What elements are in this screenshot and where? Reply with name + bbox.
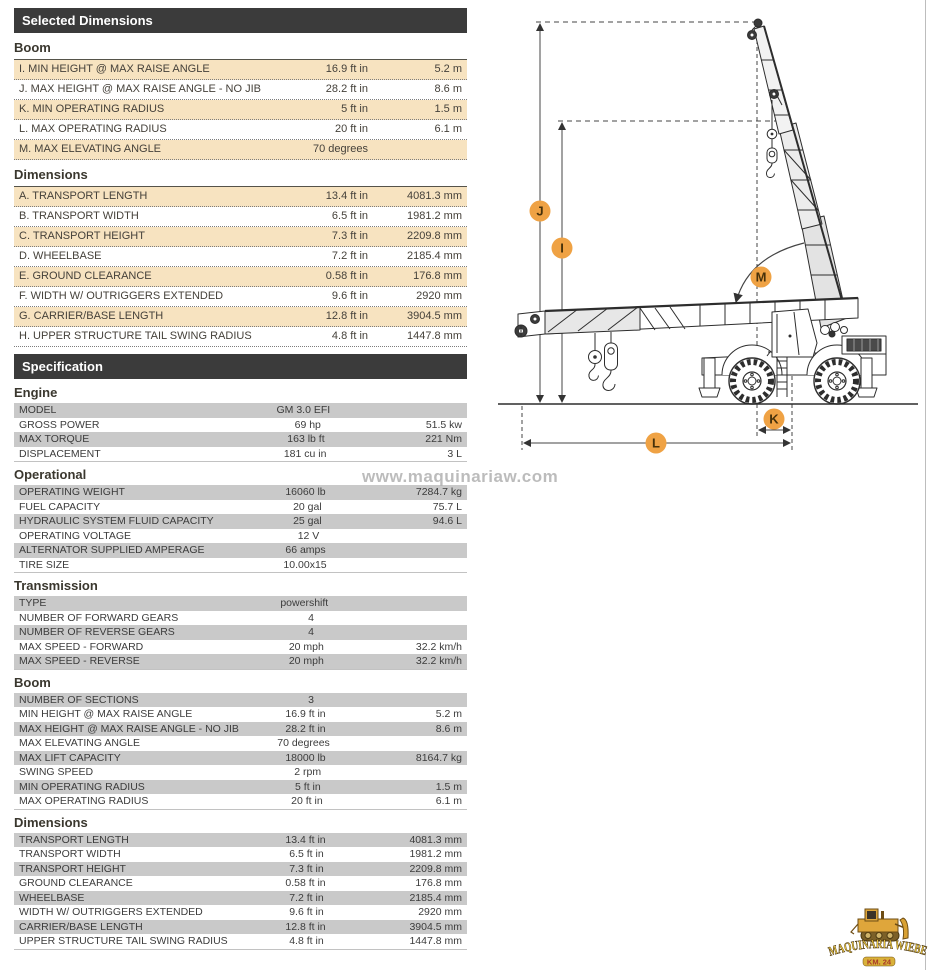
cell-metric: 1447.8 mm [406, 330, 462, 342]
section-heading: Engine [14, 385, 58, 400]
table-row [14, 267, 467, 287]
cell-metric: 6.1 m [434, 123, 462, 135]
cell-metric: 51.5 kw [425, 418, 462, 431]
cell-metric: 32.2 km/h [415, 640, 462, 653]
cell-label: WIDTH W/ OUTRIGGERS EXTENDED [19, 906, 203, 918]
cell-metric: 2185.4 mm [406, 250, 462, 262]
cell-imperial: 16.9 ft in [285, 708, 326, 720]
table-row [14, 187, 467, 207]
label-l-text: L [652, 435, 660, 451]
cell-label: MAX SPEED - REVERSE [19, 655, 140, 667]
spec-table [14, 693, 467, 810]
cell-imperial: powershift [280, 597, 329, 609]
dimension-label-l [646, 433, 667, 454]
cell-label: C. TRANSPORT HEIGHT [19, 230, 145, 242]
cell-label: NUMBER OF REVERSE GEARS [19, 626, 175, 638]
cell-imperial: 0.58 ft in [325, 270, 368, 282]
cell-metric: 2920 mm [418, 906, 462, 918]
cell-imperial: 16.9 ft in [325, 63, 368, 75]
cell-label: G. CARRIER/BASE LENGTH [19, 310, 164, 322]
table-row [14, 60, 467, 80]
cell-label: MIN HEIGHT @ MAX RAISE ANGLE [19, 708, 193, 720]
cell-metric: 1981.2 mm [406, 210, 462, 222]
table-row [14, 596, 467, 611]
cell-metric: 2209.8 mm [406, 230, 462, 242]
cell-imperial: 69 hp [294, 418, 321, 431]
cell-label: FUEL CAPACITY [19, 500, 101, 513]
cell-label: CARRIER/BASE LENGTH [19, 920, 143, 933]
outrigger-left [704, 358, 715, 388]
cell-metric: 221 Nm [425, 433, 462, 445]
cell-label: F. WIDTH W/ OUTRIGGERS EXTENDED [19, 290, 224, 302]
ladder [777, 355, 787, 397]
cell-imperial: 5 ft in [341, 103, 368, 115]
cell-label: J. MAX HEIGHT @ MAX RAISE ANGLE - NO JIB [19, 83, 262, 95]
cell-label: K. MIN OPERATING RADIUS [19, 103, 165, 115]
cell-imperial: 16060 lb [285, 486, 326, 498]
table-row [14, 654, 467, 669]
table-row [14, 780, 467, 795]
outrigger-right [861, 358, 872, 388]
table-row [14, 514, 467, 529]
cell-label: HYDRAULIC SYSTEM FLUID CAPACITY [19, 515, 214, 527]
cell-label: MAX LIFT CAPACITY [19, 751, 121, 764]
cell-label: L. MAX OPERATING RADIUS [19, 123, 167, 135]
table-row [14, 418, 467, 433]
table-row [14, 640, 467, 655]
cell-label: TIRE SIZE [19, 558, 70, 571]
horizontal-boom-tip-sheave-icon [515, 311, 545, 337]
cell-imperial: 70 degrees [277, 737, 330, 749]
crane-diagram [490, 0, 931, 470]
table-row [14, 327, 467, 347]
cell-metric: 7284.7 kg [415, 486, 462, 498]
cell-imperial: 66 amps [285, 544, 326, 556]
table-row [14, 847, 467, 862]
cell-metric [314, 693, 467, 708]
table-row [14, 543, 467, 558]
cell-label: SWING SPEED [19, 766, 94, 778]
ball-hook [589, 333, 602, 380]
cell-label: ALTERNATOR SUPPLIED AMPERAGE [19, 544, 205, 556]
cell-label: MAX HEIGHT @ MAX RAISE ANGLE - NO JIB [19, 722, 239, 735]
section-heading: Dimensions [14, 167, 88, 182]
cell-metric: 6.1 m [435, 795, 462, 807]
cell-label: M. MAX ELEVATING ANGLE [19, 143, 162, 155]
table-row [14, 876, 467, 891]
cell-imperial: 5 ft in [295, 780, 321, 793]
cell-metric: 32.2 km/h [415, 655, 462, 667]
cell-label: GROSS POWER [19, 418, 100, 431]
section-heading: Boom [14, 40, 51, 55]
cell-imperial: 181 cu in [283, 447, 327, 460]
cell-imperial: 20 mph [288, 655, 324, 667]
cell-imperial: 12 V [297, 529, 320, 542]
selected-dimensions-title: Selected Dimensions [22, 13, 153, 28]
cell-label: MIN OPERATING RADIUS [19, 780, 145, 793]
cell-label: H. UPPER STRUCTURE TAIL SWING RADIUS [19, 330, 252, 342]
operator-cab [772, 309, 817, 357]
cell-imperial: 13.4 ft in [325, 190, 368, 202]
cell-label: NUMBER OF FORWARD GEARS [19, 611, 179, 624]
section-heading: Transmission [14, 578, 98, 593]
cell-label: TRANSPORT HEIGHT [19, 862, 126, 875]
cell-metric: 4081.3 mm [409, 833, 462, 846]
cell-imperial: 4.8 ft in [289, 935, 324, 947]
cell-imperial: 3 [308, 693, 314, 706]
crane-diagram-svg [490, 0, 931, 470]
cell-metric: 8.6 m [435, 722, 462, 735]
table-row [14, 80, 467, 100]
crane-drawing [498, 19, 918, 404]
cell-metric: 2209.8 mm [409, 862, 462, 875]
table-row [14, 905, 467, 920]
table-row [14, 707, 467, 722]
cell-label: I. MIN HEIGHT @ MAX RAISE ANGLE [19, 63, 210, 75]
cell-metric: 3904.5 mm [406, 310, 462, 322]
cell-metric: 8164.7 kg [415, 751, 462, 764]
cell-label: OPERATING WEIGHT [19, 486, 125, 498]
cell-metric: 1.5 m [434, 103, 462, 115]
cell-imperial: GM 3.0 EFI [276, 404, 331, 416]
spec-tables-column [14, 8, 467, 950]
cell-label: UPPER STRUCTURE TAIL SWING RADIUS [19, 935, 228, 947]
cell-metric [314, 625, 467, 640]
cell-label: DISPLACEMENT [19, 447, 101, 460]
cell-metric: 94.6 L [432, 515, 462, 527]
cell-imperial: 12.8 ft in [325, 310, 368, 322]
specification-header [14, 354, 467, 379]
table-row [14, 120, 467, 140]
cell-metric: 176.8 mm [413, 270, 462, 282]
cell-metric: 1.5 m [435, 780, 462, 793]
cell-metric [328, 596, 467, 611]
logo-km-text: KM. 24 [866, 957, 892, 967]
cell-metric: 2920 mm [416, 290, 462, 302]
cell-imperial: 28.2 ft in [285, 722, 326, 735]
cell-metric: 1447.8 mm [409, 935, 462, 947]
table-row [14, 794, 467, 809]
cell-imperial: 7.3 ft in [289, 862, 324, 875]
table-row [14, 432, 467, 447]
table-row [14, 207, 467, 227]
table-row [14, 485, 467, 500]
cell-imperial: 12.8 ft in [285, 920, 326, 933]
cell-metric [368, 140, 467, 159]
cell-label: MODEL [19, 404, 57, 416]
cell-label: MAX TORQUE [19, 433, 90, 445]
cell-imperial: 20 ft in [334, 123, 368, 135]
cell-metric [314, 611, 467, 626]
cell-label: TRANSPORT WIDTH [19, 848, 121, 860]
table-row [14, 140, 467, 160]
cell-imperial: 9.6 ft in [331, 290, 368, 302]
cell-imperial: 25 gal [293, 515, 322, 527]
cell-metric: 5.2 m [434, 63, 462, 75]
table-row [14, 558, 467, 573]
cell-metric: 176.8 mm [415, 877, 462, 889]
table-row [14, 307, 467, 327]
section-heading: Dimensions [14, 814, 88, 830]
selected-dimensions-tables [14, 40, 467, 347]
cell-label: MAX OPERATING RADIUS [19, 795, 149, 807]
cell-imperial: 10.00x15 [283, 558, 327, 571]
cell-metric: 3 L [447, 447, 462, 460]
table-row [14, 693, 467, 708]
cell-metric: 5.2 m [435, 708, 462, 720]
spec-table [14, 186, 467, 347]
cell-label: TYPE [19, 597, 47, 609]
cell-metric: 1981.2 mm [409, 848, 462, 860]
cell-imperial: 20 mph [288, 640, 324, 653]
cell-imperial: 4.8 ft in [331, 330, 368, 342]
label-j-text: J [536, 203, 544, 219]
table-row [14, 529, 467, 544]
specification-tables [14, 385, 467, 950]
table-row [14, 247, 467, 267]
cell-imperial: 28.2 ft in [325, 83, 368, 95]
cell-imperial: 70 degrees [312, 143, 368, 155]
cell-label: A. TRANSPORT LENGTH [19, 190, 148, 202]
cell-metric [330, 403, 467, 418]
table-row [14, 891, 467, 906]
table-row [14, 736, 467, 751]
label-i-text: I [560, 240, 564, 256]
cell-metric: 75.7 L [432, 500, 462, 513]
table-row [14, 765, 467, 780]
cell-label: E. GROUND CLEARANCE [19, 270, 152, 282]
cell-metric: 4081.3 mm [406, 190, 462, 202]
rear-wheel [814, 358, 860, 404]
table-row [14, 227, 467, 247]
spec-table [14, 833, 467, 950]
spec-table [14, 485, 467, 573]
cell-label: TRANSPORT LENGTH [19, 833, 129, 846]
cell-imperial: 18000 lb [285, 751, 326, 764]
cell-metric: 2185.4 mm [409, 891, 462, 904]
cell-imperial: 163 lb ft [287, 433, 325, 445]
cell-metric [321, 765, 467, 780]
cell-imperial: 7.2 ft in [331, 250, 368, 262]
table-row [14, 287, 467, 307]
dimension-label-m [751, 267, 772, 288]
section-heading: Boom [14, 674, 51, 690]
spec-table [14, 596, 467, 670]
cell-imperial: 7.2 ft in [289, 891, 324, 904]
cell-label: NUMBER OF SECTIONS [19, 693, 139, 706]
spec-table [14, 59, 467, 160]
cell-label: B. TRANSPORT WIDTH [19, 210, 139, 222]
cell-imperial: 2 rpm [294, 766, 322, 778]
table-row [14, 722, 467, 737]
cell-metric: 3904.5 mm [409, 920, 462, 933]
cell-imperial: 13.4 ft in [285, 833, 326, 846]
cell-label: OPERATING VOLTAGE [19, 529, 132, 542]
cell-label: WHEELBASE [19, 891, 85, 904]
cell-imperial: 9.6 ft in [289, 906, 324, 918]
table-row [14, 403, 467, 418]
table-row [14, 862, 467, 877]
cell-imperial: 20 gal [293, 500, 322, 513]
label-m-text: M [755, 269, 767, 285]
dimension-label-j [530, 201, 551, 222]
front-wheel [729, 358, 775, 404]
cell-label: GROUND CLEARANCE [19, 877, 133, 889]
dimension-label-i [552, 238, 573, 259]
table-row [14, 447, 467, 462]
cell-label: D. WHEELBASE [19, 250, 102, 262]
table-row [14, 751, 467, 766]
logo-name-text [827, 936, 929, 959]
table-row [14, 920, 467, 935]
dimension-label-k [764, 409, 785, 430]
cell-metric [326, 543, 467, 558]
cell-imperial: 6.5 ft in [289, 848, 324, 860]
spec-table [14, 403, 467, 462]
cell-metric [319, 529, 467, 544]
specification-title: Specification [22, 359, 103, 374]
cell-metric: 8.6 m [434, 83, 462, 95]
cell-imperial: 0.58 ft in [285, 877, 326, 889]
table-row [14, 500, 467, 515]
cell-imperial: 6.5 ft in [331, 210, 368, 222]
logo-name-textpath: MAQUINARIA WIEBE [827, 935, 931, 959]
cell-label: MAX ELEVATING ANGLE [19, 737, 140, 749]
table-row [14, 611, 467, 626]
table-row [14, 100, 467, 120]
table-row [14, 934, 467, 949]
table-row [14, 833, 467, 848]
cell-imperial: 4 [308, 611, 314, 624]
table-row [14, 625, 467, 640]
watermark: www.maquinariaw.com [362, 467, 559, 486]
section-heading: Operational [14, 467, 87, 482]
cell-label: MAX SPEED - FORWARD [19, 640, 144, 653]
logo-svg [827, 902, 931, 970]
label-k-text: K [769, 411, 779, 427]
cell-metric [330, 736, 467, 751]
maquinaria-wiebe-logo [827, 902, 931, 970]
cell-imperial: 7.3 ft in [331, 230, 368, 242]
cell-imperial: 20 ft in [291, 795, 323, 807]
cell-metric [327, 558, 467, 573]
cell-imperial: 4 [308, 626, 314, 638]
main-hook-block [603, 332, 618, 390]
selected-dimensions-header [14, 8, 467, 33]
